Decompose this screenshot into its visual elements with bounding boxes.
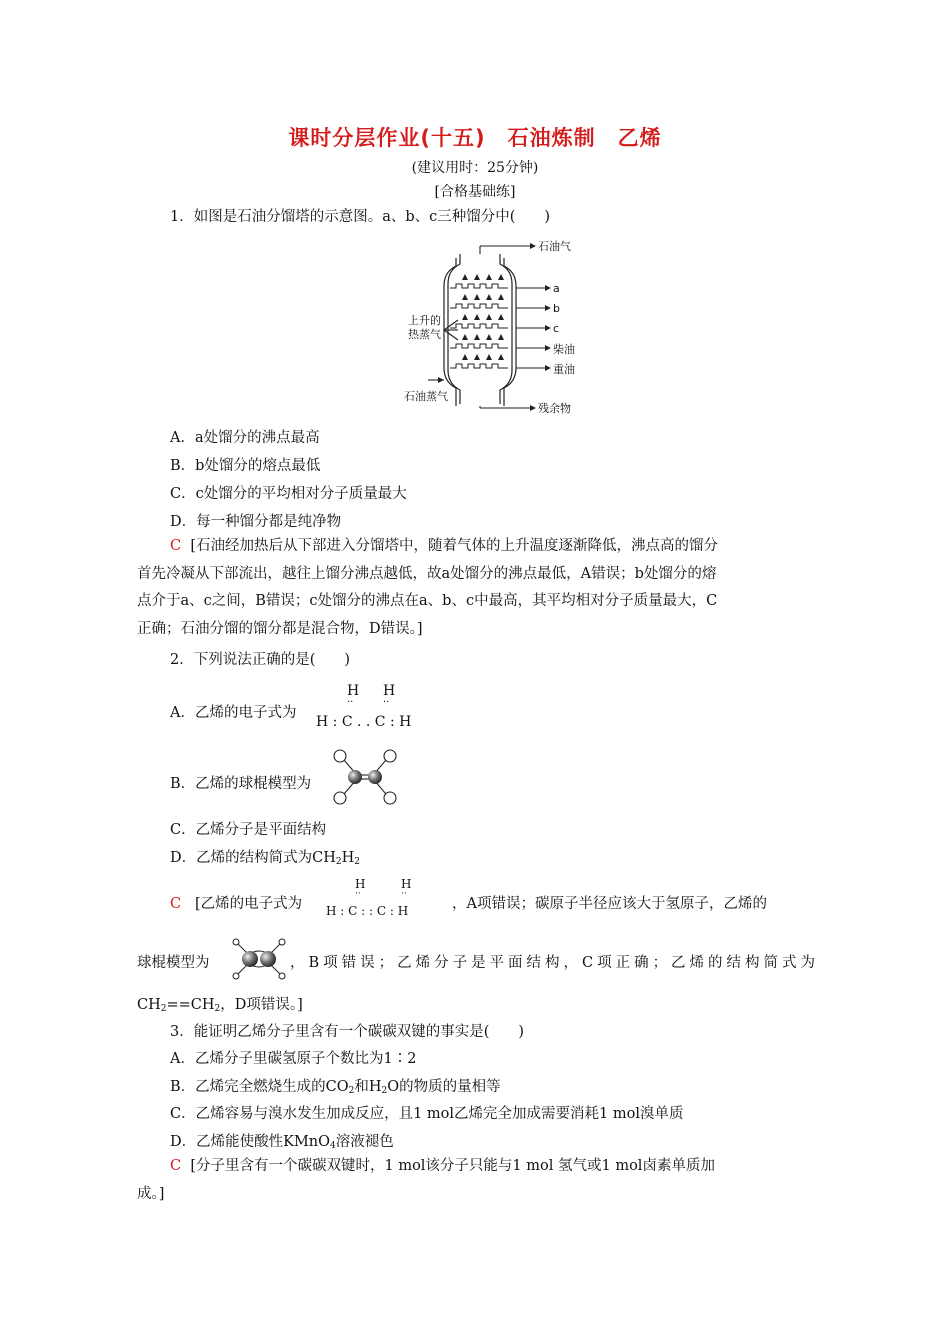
page-title: 课时分层作业(十五) 石油炼制 乙烯 [288, 126, 662, 150]
q2-exp3-post: ，D项错误。] [220, 997, 303, 1013]
distillation-tower-diagram [400, 232, 590, 418]
label-diesel: 柴油 [553, 343, 575, 356]
q3-option-a: A．乙烯分子里碳氢原子个数比为1∶2 [170, 1051, 417, 1067]
label-a: a [553, 282, 560, 295]
label-petroleum-gas: 石油气 [538, 240, 571, 253]
q1-exp-line-3: 点介于a、c之间，B错误；c处馏分的沸点在a、b、c中最高，其平均相对分子质量最大，C [137, 593, 718, 609]
q3-b-pre: B．乙烯完全燃烧生成的CO [170, 1079, 349, 1095]
q2-option-a: A．乙烯的电子式为 [170, 705, 297, 721]
exp-ef-dots2: ·· [401, 889, 407, 899]
time-note: (建议用时：25分钟) [411, 160, 539, 176]
q2-exp-line-3 [137, 993, 303, 1014]
q2-option-d [170, 846, 360, 867]
q3-exp-line-1: [分子里含有一个碳碳双键时，1 mol该分子只能与1 mol 氢气或1 mol卤素单质加 [190, 1158, 715, 1174]
q3-b-sub2: 2 [381, 1086, 388, 1096]
q2-exp3-sub2: 2 [214, 1004, 221, 1014]
label-b: b [553, 302, 560, 315]
q2-exp-line-2b: ，B项错误；乙烯分子是平面结构，C项正确；乙烯的结构简式为 [290, 955, 815, 971]
q1-option-c: C．c处馏分的平均相对分子质量最大 [170, 486, 407, 502]
q2-exp-line-1 [170, 892, 302, 913]
q2-exp1-text: [乙烯的电子式为 [194, 896, 303, 912]
section-label: [合格基础练] [434, 184, 516, 200]
q1-explanation [137, 533, 815, 643]
label-rising-1: 上升的 [408, 314, 441, 327]
q2-exp-electron-formula [326, 877, 446, 925]
q2-answer: C [170, 896, 182, 912]
q3-option-c: C．乙烯容易与溴水发生加成反应，且1 mol乙烯完全加成需要消耗1 mol溴单质 [170, 1106, 684, 1122]
q2-exp-line-1b: ，A项错误；碳原子半径应该大于氢原子，乙烯的 [452, 896, 767, 912]
q2-option-b: B．乙烯的球棍模型为 [170, 776, 312, 792]
label-residue: 残余物 [538, 402, 571, 415]
q1-stem: 1．如图是石油分馏塔的示意图。a、b、c三种馏分中( ) [170, 209, 551, 225]
q2-stem: 2．下列说法正确的是( ) [170, 652, 351, 668]
ef-h-top-1: H [347, 683, 360, 699]
ef-h-top-2: H [383, 683, 396, 699]
ef-row: H : C . . C : H [316, 714, 412, 730]
q3-option-b [170, 1075, 501, 1096]
q3-stem: 3．能证明乙烯分子里含有一个碳碳双键的事实是( ) [170, 1024, 525, 1040]
q2-d-text: D．乙烯的结构简式为CH [170, 850, 336, 866]
q1-option-a: A．a处馏分的沸点最高 [170, 430, 320, 446]
carbon-atom-2 [368, 770, 382, 784]
q1-exp-line-1: [石油经加热后从下部进入分馏塔中，随着气体的上升温度逐渐降低，沸点高的馏分 [190, 538, 718, 554]
q3-b-sub1: 2 [348, 1086, 355, 1096]
q3-answer: C [170, 1158, 182, 1174]
exp-ef-h1: H [355, 877, 366, 891]
exp-ef-h2: H [401, 877, 412, 891]
exp-carbon-atom-1 [242, 951, 258, 967]
exp-ef-row: H : C : : C : H [326, 904, 409, 918]
q2-option-c: C．乙烯分子是平面结构 [170, 822, 327, 838]
q3-b-mid: 和H [354, 1079, 382, 1095]
label-petroleum-vapor: 石油蒸气 [404, 390, 448, 403]
q2-exp3-mid: ==CH [166, 997, 215, 1013]
q1-exp-line-4: 正确；石油分馏的馏分都是混合物，D错误。] [137, 620, 423, 637]
q3-d-post: 溶液褪色 [335, 1134, 394, 1150]
tower-trays [450, 284, 508, 368]
q2-exp3-sub1: 2 [160, 1004, 167, 1014]
q3-exp-line-2: 成。] [137, 1185, 165, 1202]
q3-d-sub: 4 [330, 1141, 336, 1151]
q2-d-sub1: 2 [335, 857, 342, 867]
q3-d-pre: D．乙烯能使酸性KMnO [170, 1134, 331, 1150]
q2-electron-formula [316, 683, 436, 733]
label-heavy-oil: 重油 [553, 363, 575, 376]
q1-exp-line-2: 首先冷凝从下部流出，越往上馏分沸点越低，故a处馏分的沸点最低，A错误；b处馏分的熔 [137, 565, 717, 582]
carbon-atom-1 [348, 770, 362, 784]
ball-stick-model-wrong [330, 748, 400, 806]
ball-stick-model-correct [230, 938, 288, 980]
q1-option-d: D．每一种馏分都是纯净物 [170, 514, 342, 530]
q1-option-b: B．b处馏分的熔点最低 [170, 458, 321, 474]
label-c: c [553, 322, 560, 335]
output-arrowheads [438, 243, 551, 411]
q3-b-post: O的物质的量相等 [387, 1079, 501, 1095]
q2-exp3-pre: CH [137, 997, 161, 1013]
ef-dots-2: ·· [383, 697, 390, 708]
q2-exp-line-2a: 球棍模型为 [137, 955, 210, 971]
q3-option-d [170, 1130, 394, 1151]
exp-ef-dots1: ·· [355, 889, 361, 899]
label-rising-2: 热蒸气 [408, 328, 441, 341]
exp-carbon-atom-2 [260, 951, 276, 967]
ef-dots-1: ·· [347, 697, 354, 708]
q3-explanation [137, 1153, 815, 1208]
q2-d-sub2: 2 [354, 857, 360, 867]
q1-answer: C [170, 538, 182, 554]
q2-d-mid: H [341, 850, 355, 866]
